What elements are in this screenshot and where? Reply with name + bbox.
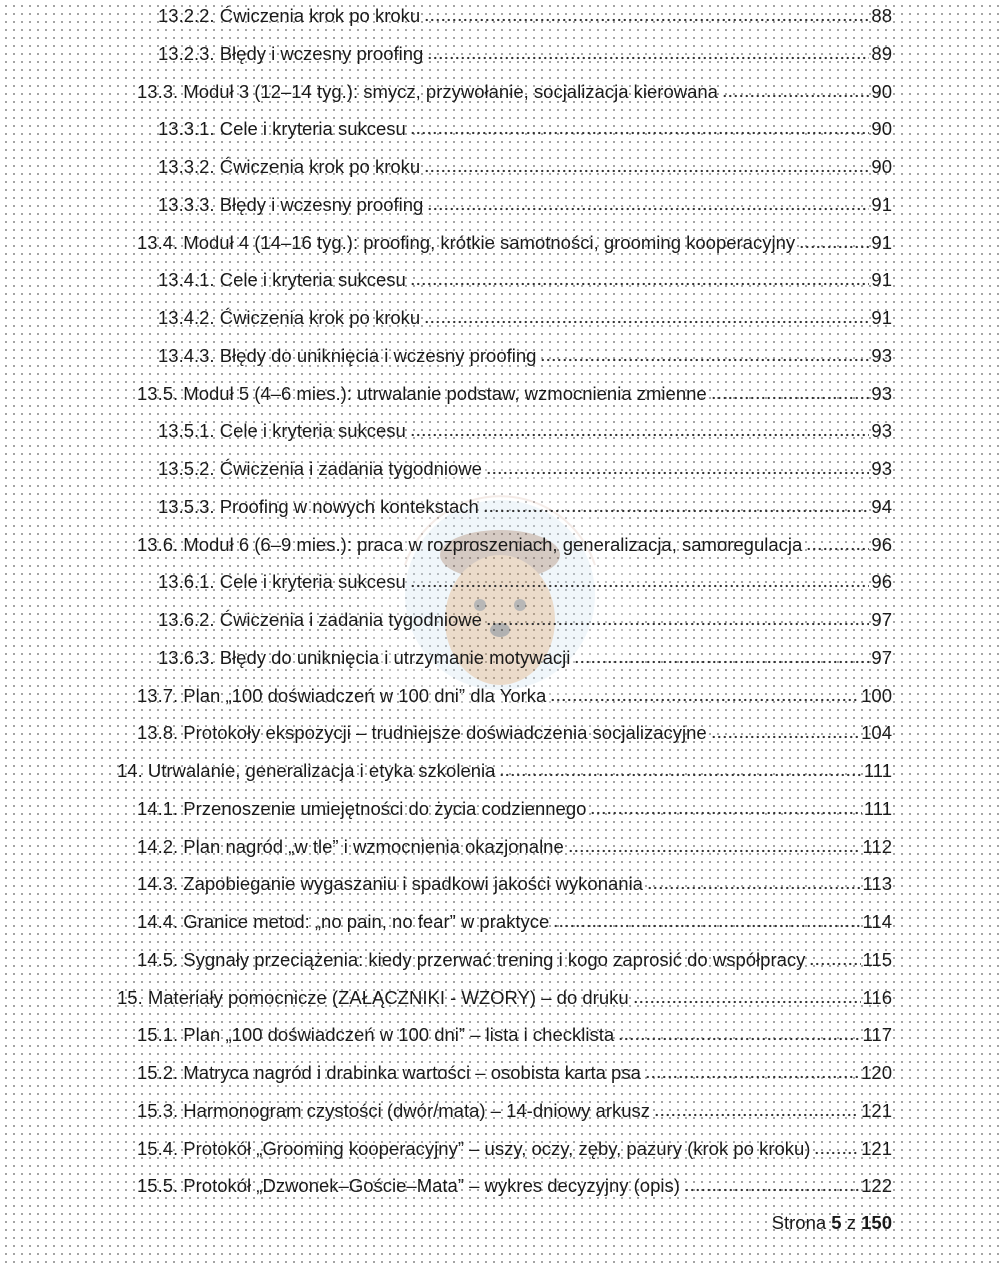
dot-leader <box>424 319 869 325</box>
dot-leader <box>410 432 870 438</box>
toc-entry[interactable] <box>0 268 892 292</box>
toc-entry[interactable] <box>0 419 892 443</box>
dot-leader <box>647 885 861 891</box>
dot-leader <box>684 1187 859 1193</box>
dot-leader <box>633 999 861 1005</box>
toc-entry[interactable] <box>0 155 892 179</box>
toc-entry-title: 14.2. Plan nagród „w tle” i wzmocnienia okazjonalne <box>137 835 564 857</box>
toc-entry-page: 91 <box>871 307 892 328</box>
toc-entry-page: 122 <box>861 1175 892 1197</box>
toc-entry-title: 15.5. Protokół „Dzwonek–Goście–Mata” – wykres decyzyjny (opis) <box>137 1175 680 1197</box>
dot-leader <box>806 546 869 552</box>
dot-leader <box>427 206 869 212</box>
total-pages: 150 <box>861 1212 892 1233</box>
toc-entry-page: 90 <box>871 156 892 177</box>
toc-entry-title: 15.1. Plan „100 doświadczeń w 100 dni” – lista i checklista <box>137 1024 615 1046</box>
dot-leader <box>809 961 860 967</box>
dot-leader <box>540 357 869 363</box>
toc-entry[interactable] <box>0 872 892 896</box>
dot-leader <box>654 1112 859 1118</box>
toc-entry[interactable] <box>0 759 892 783</box>
toc-entry-page: 94 <box>871 495 892 517</box>
toc-entry-page: 120 <box>861 1062 892 1083</box>
toc-entry-page: 90 <box>871 118 892 140</box>
toc-entry-title: 13.3. Moduł 3 (12–14 tyg.): smycz, przywołanie, socjalizacja kierowana <box>137 80 718 102</box>
toc-entry-title: 14.3. Zapobieganie wygaszaniu i spadkowi jakości wykonania <box>137 873 643 895</box>
toc-entry[interactable] <box>0 193 892 217</box>
toc-entry[interactable] <box>0 117 892 141</box>
page-footer <box>772 1212 892 1234</box>
page-separator: z <box>846 1212 856 1233</box>
toc-entry-page: 89 <box>871 42 892 64</box>
toc-entry-title: 13.3.1. Cele i kryteria sukcesu <box>158 118 406 140</box>
toc-entry-title: 13.5. Moduł 5 (4–6 mies.): utrwalanie podstaw, wzmocnienia zmienne <box>137 382 707 404</box>
dot-leader <box>410 583 870 589</box>
toc-entry-page: 91 <box>871 269 892 291</box>
toc-entry[interactable] <box>0 684 892 708</box>
toc-entry[interactable] <box>0 344 892 368</box>
dot-leader <box>550 697 859 703</box>
toc-entry-page: 114 <box>862 911 892 932</box>
toc-entry-page: 100 <box>861 684 892 706</box>
dot-leader <box>424 17 869 23</box>
toc-entry[interactable] <box>0 457 892 481</box>
dot-leader <box>722 93 869 99</box>
toc-entry-page: 104 <box>861 722 892 744</box>
toc-entry-page: 115 <box>862 948 892 970</box>
toc-entry-page: 112 <box>862 835 892 857</box>
dot-leader <box>645 1074 859 1080</box>
toc-entry-page: 90 <box>871 80 892 102</box>
toc-entry-title: 14.4. Granice metod: „no pain, no fear” w praktyce <box>137 911 550 932</box>
dot-leader <box>711 734 859 740</box>
toc-entry-title: 13.6.1. Cele i kryteria sukcesu <box>158 571 406 593</box>
toc-entry[interactable] <box>0 1099 892 1123</box>
dot-leader <box>483 508 870 514</box>
toc-entry[interactable] <box>0 608 892 632</box>
dot-leader <box>486 470 869 476</box>
toc-entry-title: 13.4.3. Błędy do uniknięcia i wczesny proofing <box>158 344 537 366</box>
dot-leader <box>799 244 869 250</box>
toc-entry-title: 13.3.3. Błędy i wczesny proofing <box>158 193 424 215</box>
toc-entry[interactable] <box>0 570 892 594</box>
dot-leader <box>410 281 870 287</box>
toc-entry-title: 13.2.3. Błędy i wczesny proofing <box>158 42 424 64</box>
toc-entry-title: 13.5.2. Ćwiczenia i zadania tygodniowe <box>158 458 482 479</box>
toc-entry-page: 121 <box>861 1137 892 1159</box>
toc-entry[interactable] <box>0 80 892 104</box>
toc-entry-page: 111 <box>863 797 892 819</box>
toc-entry-title: 15. Materiały pomocnicze (ZAŁĄCZNIKI - WZORY) – do druku <box>117 986 629 1008</box>
toc-entry[interactable] <box>0 948 892 972</box>
toc-entry[interactable] <box>0 1137 892 1161</box>
dot-leader <box>814 1150 859 1156</box>
toc-entry-title: 13.6. Moduł 6 (6–9 mies.): praca w rozproszeniach, generalizacja, samoregulacja <box>137 533 803 555</box>
dot-leader <box>410 130 870 136</box>
toc-entry-title: 13.4. Moduł 4 (14–16 tyg.): proofing, krótkie samotności, grooming kooperacyjny <box>137 231 796 253</box>
toc-entry[interactable] <box>0 1061 892 1085</box>
toc-entry-title: 14. Utrwalanie, generalizacja i etyka szkolenia <box>117 760 496 781</box>
toc-entry-page: 96 <box>871 571 892 593</box>
toc-entry-page: 91 <box>871 193 892 215</box>
toc-entry-title: 13.4.2. Ćwiczenia krok po kroku <box>158 307 421 328</box>
dot-leader <box>574 659 869 665</box>
toc-entry[interactable] <box>0 495 892 519</box>
dot-leader <box>618 1036 860 1042</box>
toc-entry[interactable] <box>0 382 892 406</box>
toc-entry-title: 13.6.3. Błędy do uniknięcia i utrzymanie motywacji <box>158 646 571 668</box>
dot-leader <box>427 55 869 61</box>
dot-leader <box>499 772 861 778</box>
toc-entry[interactable] <box>0 1174 892 1198</box>
toc-entry-title: 15.2. Matryca nagród i drabinka wartości – osobista karta psa <box>137 1062 641 1083</box>
toc-entry[interactable] <box>0 231 892 255</box>
dot-leader <box>711 395 870 401</box>
toc-entry[interactable] <box>0 306 892 330</box>
toc-entry-page: 88 <box>871 5 892 26</box>
current-page: 5 <box>831 1212 842 1233</box>
toc-entry-title: 13.6.2. Ćwiczenia i zadania tygodniowe <box>158 609 482 630</box>
toc-entry-title: 13.4.1. Cele i kryteria sukcesu <box>158 269 406 291</box>
toc-entry-title: 13.8. Protokoły ekspozycji – trudniejsze doświadczenia socjalizacyjne <box>137 722 707 744</box>
toc-entry-page: 93 <box>871 382 892 404</box>
toc-entry-page: 117 <box>862 1024 892 1046</box>
toc-entry-page: 91 <box>871 231 892 253</box>
toc-entry-page: 116 <box>862 986 892 1008</box>
dot-leader <box>553 923 860 929</box>
toc-entry[interactable] <box>0 721 892 745</box>
toc-entry-title: 14.1. Przenoszenie umiejętności do życia codziennego <box>137 797 587 819</box>
toc-entry[interactable] <box>0 835 892 859</box>
toc-entry[interactable] <box>0 646 892 670</box>
toc-entry[interactable] <box>0 1023 892 1047</box>
toc-entry-title: 15.4. Protokół „Grooming kooperacyjny” – uszy, oczy, zęby, pazury (krok po kroku) <box>137 1137 811 1159</box>
toc-entry-title: 13.2.2. Ćwiczenia krok po kroku <box>158 5 421 26</box>
dot-leader <box>424 168 869 174</box>
toc-entry-page: 111 <box>863 760 892 781</box>
toc-entry-page: 121 <box>861 1099 892 1121</box>
dot-leader <box>568 848 861 854</box>
toc-entry[interactable] <box>0 533 892 557</box>
toc-entry[interactable] <box>0 42 892 66</box>
toc-entry-title: 13.5.3. Proofing w nowych kontekstach <box>158 495 479 517</box>
page-label: Strona <box>771 1212 827 1233</box>
dot-leader <box>590 810 861 816</box>
toc-entry-page: 113 <box>862 873 892 895</box>
toc-entry-page: 93 <box>871 458 892 479</box>
dot-leader <box>486 621 869 627</box>
toc-entry-page: 96 <box>871 533 892 555</box>
toc-entry-page: 93 <box>871 344 892 366</box>
toc-entry-title: 13.3.2. Ćwiczenia krok po kroku <box>158 156 421 177</box>
toc-entry[interactable] <box>0 4 892 28</box>
toc-entry[interactable] <box>0 910 892 934</box>
toc-entry-page: 97 <box>871 609 892 630</box>
toc-entry-title: 15.3. Harmonogram czystości (dwór/mata) – 14-dniowy arkusz <box>137 1099 651 1121</box>
toc-entry-title: 13.7. Plan „100 doświadczeń w 100 dni” dla Yorka <box>137 684 547 706</box>
toc-entry-page: 97 <box>871 646 892 668</box>
toc-entry[interactable] <box>0 986 892 1010</box>
toc-entry-title: 14.5. Sygnały przeciążenia: kiedy przerwać trening i kogo zaprosić do współpracy <box>137 948 806 970</box>
toc-entry-title: 13.5.1. Cele i kryteria sukcesu <box>158 420 406 442</box>
toc-entry[interactable] <box>0 797 892 821</box>
toc-entry-page: 93 <box>871 420 892 442</box>
